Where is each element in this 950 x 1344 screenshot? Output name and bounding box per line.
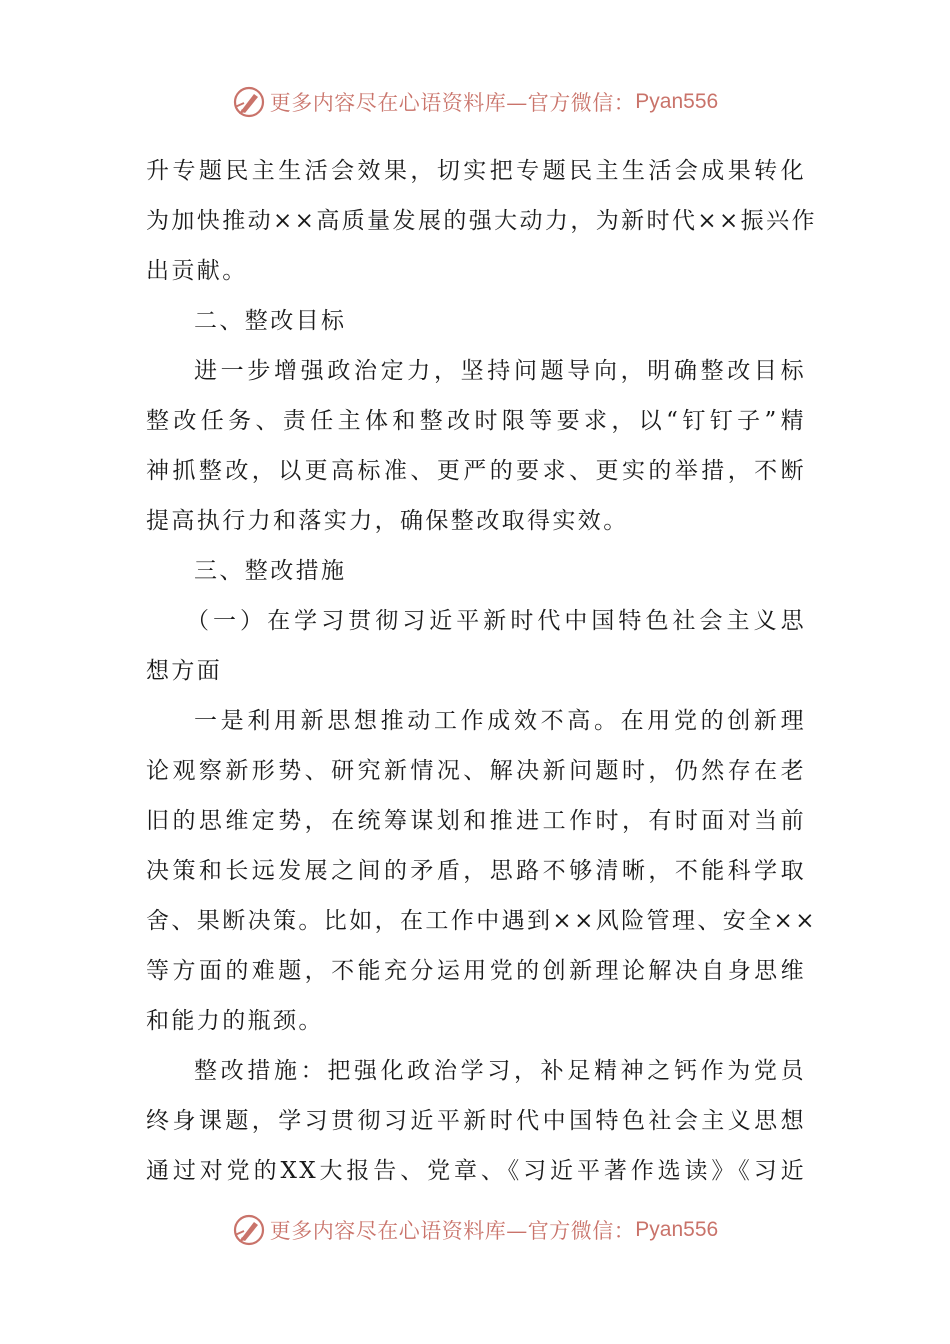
header-banner: [0, 82, 950, 122]
text-line: 神抓整改，以更高标准、更严的要求、更实的举措，不断: [146, 458, 806, 484]
subsection-heading: （一）在学习贯彻习近平新时代中国特色社会主义思: [186, 608, 806, 634]
text-line: 一是利用新思想推动工作成效不高。在用党的创新理: [194, 708, 806, 734]
text-line: 整改措施：把强化政治学习，补足精神之钙作为党员: [194, 1058, 806, 1084]
document-body: [146, 146, 817, 1196]
wechat-handle: Pyan556: [635, 90, 719, 113]
text-line: 终身课题，学习贯彻习近平新时代中国特色社会主义思想: [146, 1108, 806, 1134]
text-line: 等方面的难题，不能充分运用党的创新理论解决自身思维: [146, 958, 806, 984]
banner-text: 更多内容尽在心语资料库—官方微信：: [269, 91, 636, 115]
text-line: 通过对党的XX大报告、党章、《习近平著作选读》《习近: [146, 1158, 806, 1184]
text-line: 进一步增强政治定力，坚持问题导向，明确整改目标: [194, 358, 806, 384]
section-heading: 二、整改目标: [194, 308, 347, 334]
text-line: 和能力的瓶颈。: [146, 1008, 324, 1034]
text-line: 想方面: [146, 658, 223, 684]
pen-nib-logo-icon: [232, 1213, 266, 1247]
text-line: 舍、果断决策。比如，在工作中遇到××风险管理、安全××: [146, 908, 817, 934]
banner-text: 更多内容尽在心语资料库—官方微信：: [269, 1219, 636, 1243]
text-line: 升专题民主生活会效果，切实把专题民主生活会成果转化: [146, 158, 806, 184]
pen-nib-logo-icon: [232, 85, 266, 119]
text-line: 出贡献。: [146, 258, 248, 284]
text-line: 提高执行力和落实力，确保整改取得实效。: [146, 508, 629, 534]
text-line: 整改任务、责任主体和整改时限等要求，以“钉钉子”精: [146, 408, 806, 434]
text-line: 论观察新形势、研究新情况、解决新问题时，仍然存在老: [146, 758, 806, 784]
wechat-handle: Pyan556: [635, 1218, 719, 1241]
text-line: 决策和长远发展之间的矛盾，思路不够清晰，不能科学取: [146, 858, 806, 884]
text-line: 旧的思维定势，在统筹谋划和推进工作时，有时面对当前: [146, 808, 806, 834]
section-heading: 三、整改措施: [194, 558, 347, 584]
footer-banner: [0, 1210, 950, 1250]
text-line: 为加快推动××高质量发展的强大动力，为新时代××振兴作: [146, 208, 817, 234]
